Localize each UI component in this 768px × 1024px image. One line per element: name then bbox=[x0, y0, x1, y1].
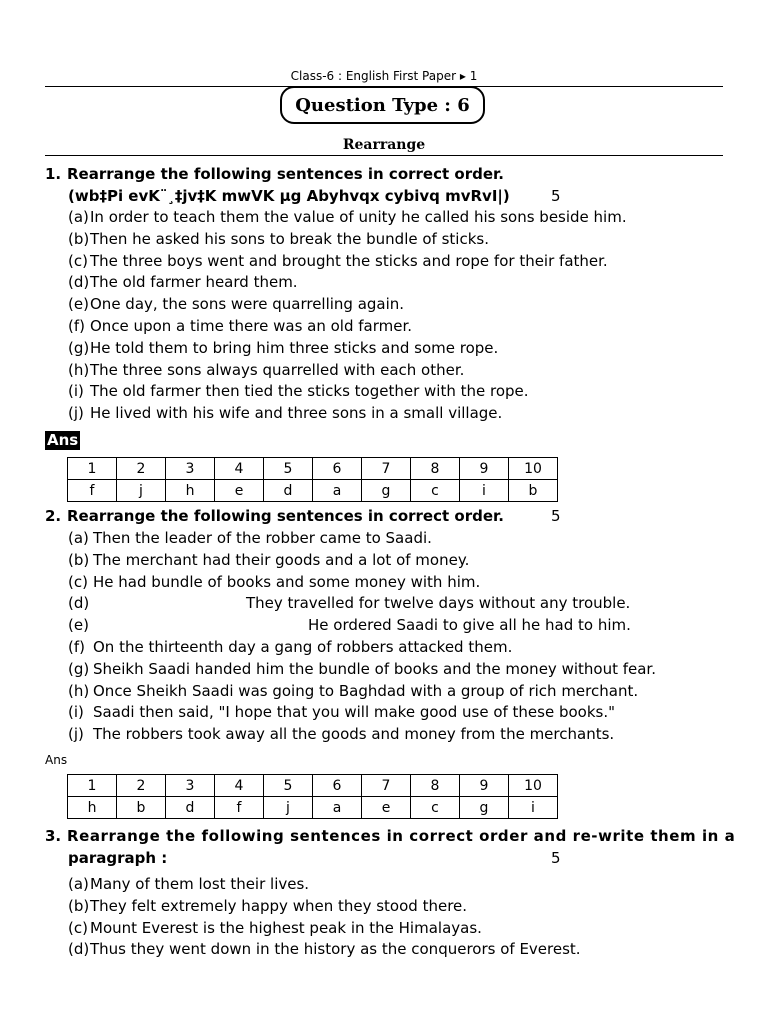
q2-answer-label: Ans bbox=[45, 753, 68, 767]
q1-sentence-text: In order to teach them the value of unity he called his sons beside him. bbox=[90, 208, 627, 226]
q3-sentence-text: Thus they went down in the history as the conquerors of Everest. bbox=[90, 940, 581, 959]
q2-sentence-text: Sheikh Saadi handed him the bundle of books and the money without fear. bbox=[93, 659, 656, 678]
q3-sentence bbox=[68, 897, 467, 915]
q1-sentence-label: (j) bbox=[68, 404, 84, 423]
answer-cell: 8 bbox=[411, 775, 460, 797]
q2-sentence-text: On the thirteenth day a gang of robbers attacked them. bbox=[93, 638, 513, 656]
q3-sentence bbox=[68, 940, 581, 958]
q1-sentence bbox=[68, 339, 498, 357]
q2-answer-table bbox=[67, 774, 558, 819]
q1-sentence bbox=[68, 361, 464, 379]
q3-title-continued: paragraph : bbox=[68, 849, 168, 867]
q2-sentence bbox=[68, 594, 631, 613]
q3-sentence-label: (a) bbox=[68, 875, 89, 893]
answer-cell: 4 bbox=[215, 458, 264, 480]
q1-sentence-label: (d) bbox=[68, 273, 90, 292]
q1-sentence-label: (h) bbox=[68, 360, 90, 379]
q1-sentence-text: The old farmer heard them. bbox=[90, 273, 298, 292]
q1-bangla-instruction: (wb‡Pi evK¨¸‡jv‡K mwVK µg Abyhvqx cybivq mvRvI|) bbox=[68, 187, 510, 205]
q2-sentence bbox=[68, 638, 512, 656]
q1-sentence-text: The three sons always quarrelled with each other. bbox=[90, 360, 465, 379]
answer-cell: a bbox=[313, 480, 362, 502]
q1-number: 1. bbox=[45, 165, 62, 183]
q1-sentence-label: (a) bbox=[68, 208, 89, 226]
q1-sentence-label: (e) bbox=[68, 295, 89, 314]
q2-sentence-text: Once Sheikh Saadi was going to Baghdad with a group of rich merchant. bbox=[93, 681, 639, 700]
q1-sentence-label: (i) bbox=[68, 382, 84, 401]
q1-answer-numbers-row bbox=[68, 458, 558, 480]
answer-cell: 6 bbox=[313, 775, 362, 797]
answer-cell: 9 bbox=[460, 458, 509, 480]
answer-cell: e bbox=[215, 480, 264, 502]
q1-sentence-text: He told them to bring him three sticks and some rope. bbox=[90, 338, 499, 357]
answer-cell: f bbox=[215, 797, 264, 819]
q2-sentence-label: (c) bbox=[68, 572, 88, 591]
q3-number: 3. bbox=[45, 827, 62, 845]
q2-sentence bbox=[68, 529, 432, 547]
q1-sentence-text: The old farmer then tied the sticks together with the rope. bbox=[90, 382, 529, 401]
q1-sentence bbox=[68, 252, 608, 270]
answer-cell: 10 bbox=[509, 775, 558, 797]
q3-heading bbox=[45, 827, 736, 845]
q1-sentence-label: (g) bbox=[68, 338, 90, 357]
q2-sentence bbox=[68, 551, 469, 569]
q3-heading-text bbox=[45, 827, 736, 845]
answer-cell: c bbox=[411, 480, 460, 502]
q1-sentence bbox=[68, 230, 489, 248]
answer-cell: d bbox=[264, 480, 313, 502]
q2-sentence-text: Then the leader of the robber came to Saadi. bbox=[93, 529, 432, 547]
q1-sentence-text: The three boys went and brought the sticks and rope for their father. bbox=[90, 251, 608, 270]
q1-sentence bbox=[68, 273, 298, 291]
q1-heading bbox=[45, 165, 504, 183]
answer-cell: 4 bbox=[215, 775, 264, 797]
q2-sentence bbox=[68, 682, 638, 700]
q2-sentence bbox=[68, 660, 656, 678]
answer-cell: h bbox=[166, 480, 215, 502]
answer-cell: g bbox=[362, 480, 411, 502]
answer-cell: 3 bbox=[166, 458, 215, 480]
answer-cell: a bbox=[313, 797, 362, 819]
q2-sentence bbox=[68, 616, 631, 635]
q1-answer-letters-row bbox=[68, 480, 558, 502]
q2-sentence-label: (a) bbox=[68, 529, 89, 547]
answer-cell: 1 bbox=[68, 775, 117, 797]
q1-sentence bbox=[68, 208, 627, 226]
q3-sentence bbox=[68, 919, 482, 937]
q3-marks: 5 bbox=[551, 849, 561, 867]
answer-cell: j bbox=[117, 480, 166, 502]
answer-cell: 5 bbox=[264, 458, 313, 480]
q1-sentence bbox=[68, 382, 529, 400]
q3-sentence-label: (b) bbox=[68, 896, 90, 915]
answer-cell: 3 bbox=[166, 775, 215, 797]
answer-cell: 5 bbox=[264, 775, 313, 797]
answer-cell: 6 bbox=[313, 458, 362, 480]
q2-sentence-label: (j) bbox=[68, 725, 84, 744]
subtitle-divider bbox=[45, 155, 723, 156]
answer-cell: e bbox=[362, 797, 411, 819]
answer-cell: 10 bbox=[509, 458, 558, 480]
answer-cell: c bbox=[411, 797, 460, 819]
answer-cell: j bbox=[264, 797, 313, 819]
answer-cell: 2 bbox=[117, 775, 166, 797]
q2-sentence-text: Saadi then said, "I hope that you will make good use of these books." bbox=[93, 703, 616, 722]
q1-answer-table bbox=[67, 457, 558, 502]
q1-sentence-text: One day, the sons were quarrelling again. bbox=[90, 295, 405, 314]
question-type-title: Question Type : 6 bbox=[280, 86, 485, 124]
q2-number: 2. bbox=[45, 507, 62, 525]
q1-sentence-label: (f) bbox=[68, 317, 85, 335]
q3-sentence-text: Mount Everest is the highest peak in the Himalayas. bbox=[90, 918, 482, 937]
q2-marks: 5 bbox=[551, 507, 561, 525]
q2-sentence-text: The merchant had their goods and a lot of money. bbox=[93, 550, 470, 569]
q2-answer-letters-row bbox=[68, 797, 558, 819]
q2-sentence bbox=[68, 573, 480, 591]
answer-cell: 8 bbox=[411, 458, 460, 480]
answer-cell: 7 bbox=[362, 458, 411, 480]
q2-sentence bbox=[68, 703, 615, 721]
q2-sentence-label: (e) bbox=[68, 616, 89, 635]
q3-sentence bbox=[68, 875, 309, 893]
q2-sentence-text: The robbers took away all the goods and money from the merchants. bbox=[93, 725, 615, 744]
answer-cell: d bbox=[166, 797, 215, 819]
section-subtitle: Rearrange bbox=[342, 137, 426, 153]
q2-sentence-label: (b) bbox=[68, 550, 90, 569]
q3-sentence-label: (c) bbox=[68, 918, 88, 937]
answer-cell: b bbox=[117, 797, 166, 819]
answer-cell: 2 bbox=[117, 458, 166, 480]
answer-cell: 1 bbox=[68, 458, 117, 480]
q1-sentence-text: He lived with his wife and three sons in a small village. bbox=[90, 404, 503, 423]
q1-sentence bbox=[68, 295, 404, 313]
q3-sentence-label: (d) bbox=[68, 940, 90, 959]
q1-marks: 5 bbox=[551, 187, 561, 205]
q2-heading bbox=[45, 507, 504, 525]
q2-answer-numbers-row bbox=[68, 775, 558, 797]
answer-cell: i bbox=[460, 480, 509, 502]
page-header: Class-6 : English First Paper ▸ 1 bbox=[290, 69, 478, 83]
q1-sentence bbox=[68, 404, 502, 422]
q2-sentence-text: He had bundle of books and some money with him. bbox=[93, 572, 481, 591]
q2-sentence-label: (d) bbox=[68, 594, 90, 613]
q2-sentence-label: (f) bbox=[68, 638, 85, 656]
answer-cell: h bbox=[68, 797, 117, 819]
q2-sentence bbox=[68, 725, 614, 743]
q2-sentence-label: (h) bbox=[68, 681, 90, 700]
q2-sentence-label: (i) bbox=[68, 703, 84, 722]
q1-sentence-text: Then he asked his sons to break the bundle of sticks. bbox=[90, 229, 489, 248]
q2-sentence-text: He ordered Saadi to give all he had to him. bbox=[308, 616, 631, 635]
q1-sentence-label: (c) bbox=[68, 251, 88, 270]
q1-sentence-text: Once upon a time there was an old farmer. bbox=[90, 317, 413, 335]
q1-answer-label: Ans bbox=[47, 431, 79, 449]
answer-cell: g bbox=[460, 797, 509, 819]
q2-sentence-label: (g) bbox=[68, 659, 90, 678]
q3-sentence-text: They felt extremely happy when they stood there. bbox=[90, 896, 468, 915]
q1-sentence-label: (b) bbox=[68, 229, 90, 248]
answer-cell: i bbox=[509, 797, 558, 819]
q2-sentence-text: They travelled for twelve days without any trouble. bbox=[246, 594, 631, 613]
answer-cell: 7 bbox=[362, 775, 411, 797]
answer-cell: f bbox=[68, 480, 117, 502]
q3-title: Rearrange the following sentences in correct order and re-write them in a bbox=[67, 827, 736, 845]
q1-sentence bbox=[68, 317, 412, 335]
answer-cell: 9 bbox=[460, 775, 509, 797]
q2-title: Rearrange the following sentences in correct order. bbox=[67, 507, 504, 525]
answer-cell: b bbox=[509, 480, 558, 502]
q1-title: Rearrange the following sentences in correct order. bbox=[67, 165, 504, 183]
q3-sentence-text: Many of them lost their lives. bbox=[90, 875, 310, 893]
